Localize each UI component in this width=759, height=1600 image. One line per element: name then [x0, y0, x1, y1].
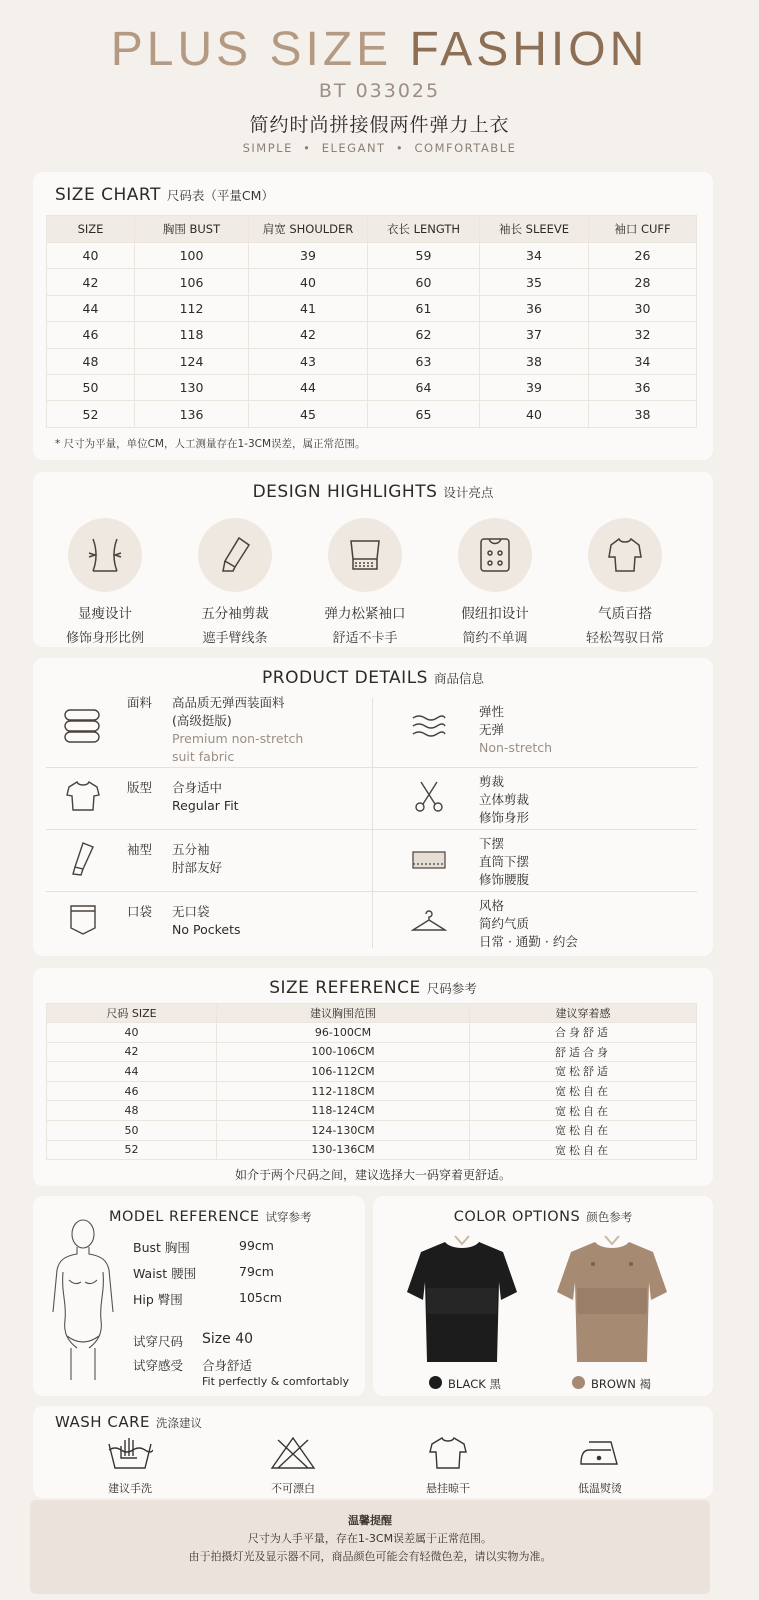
size-ref-cell: 124-130CM [217, 1120, 470, 1140]
hem-value: 下摆 直筒下摆 修饰腰腹 [479, 836, 530, 887]
tshirt-icon [588, 518, 662, 592]
size-chart-cell: 40 [480, 401, 589, 427]
hem-icon [411, 848, 447, 876]
size-chart-cell: 118 [135, 322, 249, 348]
try-size-value: Size 40 [202, 1331, 254, 1347]
size-chart-cell: 43 [249, 348, 368, 374]
hang-dry-icon [428, 1436, 468, 1470]
color-title: COLOR OPTIONS [453, 1209, 581, 1225]
highlight-item: 显瘦设计 修饰身形比例 [40, 518, 170, 646]
size-ref-cell: 100-106CM [217, 1042, 470, 1062]
highlights-subtitle: 设计亮点 [443, 485, 494, 500]
size-chart-cell: 61 [368, 295, 480, 321]
highlight-item: 五分袖剪裁 遮手臂线条 [170, 518, 300, 646]
highlight-item: 弹力松紧袖口 舒适不卡手 [300, 518, 430, 646]
size-ref-cell: 宽松舒适 [470, 1062, 697, 1082]
size-ref-cell: 宽松自在 [470, 1140, 697, 1160]
size-chart-cell: 30 [589, 295, 697, 321]
size-chart-cell: 26 [589, 243, 697, 269]
sleeve-icon [69, 841, 97, 881]
color-card [373, 1196, 713, 1396]
fit-value: 合身适中 Regular Fit [172, 780, 239, 813]
size-ref-cell: 宽松自在 [470, 1120, 697, 1140]
size-ref-cell: 112-118CM [217, 1081, 470, 1101]
reminder-title: 温馨提醒 [348, 1514, 392, 1527]
size-ref-row [47, 1081, 697, 1101]
size-ref-cell: 48 [47, 1101, 217, 1121]
size-chart-cell: 39 [480, 374, 589, 400]
size-chart-cell: 35 [480, 269, 589, 295]
tagline: SIMPLE • ELEGANT • COMFORTABLE [242, 141, 517, 155]
header [0, 0, 759, 172]
size-chart-cell: 41 [249, 295, 368, 321]
size-reference-table [46, 1003, 697, 1160]
black-top-image [403, 1234, 521, 1370]
bust-value: 99cm [239, 1238, 274, 1253]
size-chart-cell: 60 [368, 269, 480, 295]
pocket-label: 口袋 [127, 904, 153, 919]
size-chart-cell: 100 [135, 243, 249, 269]
size-ref-row [47, 1062, 697, 1082]
size-ref-cell: 合身舒适 [470, 1023, 697, 1043]
size-chart-cell: 34 [589, 348, 697, 374]
wash-item: 建议手洗 [70, 1436, 190, 1496]
highlights-title: DESIGN HIGHLIGHTS [252, 482, 438, 502]
reminder-box [30, 1500, 710, 1594]
col-header: 肩宽 SHOULDER [249, 216, 368, 243]
wave-icon [411, 712, 447, 744]
brown-label: BROWN 褐 [591, 1377, 652, 1391]
black-swatch[interactable] [429, 1376, 442, 1389]
size-ref-cell: 42 [47, 1042, 217, 1062]
size-chart-cell: 63 [368, 348, 480, 374]
reminder-line-1: 尺寸为人手平量，存在1-3CM误差属于正常范围。 [247, 1532, 493, 1545]
black-label: BLACK 黑 [448, 1377, 501, 1391]
size-chart-cell: 40 [249, 269, 368, 295]
size-chart-cell: 44 [249, 374, 368, 400]
size-chart-row [47, 322, 697, 348]
size-ref-row [47, 1042, 697, 1062]
details-card [33, 658, 713, 956]
wash-item: 悬挂晾干 [388, 1436, 508, 1496]
size-chart-cell: 32 [589, 322, 697, 348]
iron-low-icon [577, 1436, 623, 1470]
waist-icon [68, 518, 142, 592]
scissors-icon [413, 780, 445, 818]
size-ref-cell: 96-100CM [217, 1023, 470, 1043]
size-ref-cell: 46 [47, 1081, 217, 1101]
size-ref-subtitle: 尺码参考 [426, 981, 477, 996]
col-header: SIZE [47, 216, 135, 243]
size-chart-cell: 48 [47, 348, 135, 374]
model-title: MODEL REFERENCE [109, 1209, 260, 1225]
hip-value: 105cm [239, 1290, 282, 1305]
wash-subtitle: 洗涤建议 [155, 1416, 202, 1430]
try-feel-value: 合身舒适 [202, 1358, 253, 1373]
size-chart-cell: 46 [47, 322, 135, 348]
size-chart-note: * 尺寸为平量，单位CM，人工测量存在1-3CM误差，属正常范围。 [55, 438, 366, 450]
size-chart-row [47, 374, 697, 400]
hip-label: Hip 臀围 [133, 1292, 183, 1307]
size-chart-title: SIZE CHART [55, 185, 161, 205]
size-ref-cell: 106-112CM [217, 1062, 470, 1082]
col-header: 建议胸围范围 [217, 1004, 470, 1023]
size-ref-cell: 118-124CM [217, 1101, 470, 1121]
size-chart-cell: 36 [480, 295, 589, 321]
size-ref-cell: 舒适合身 [470, 1042, 697, 1062]
highlight-item: 气质百搭 轻松驾驭日常 [560, 518, 690, 646]
size-reference-card [33, 968, 713, 1186]
size-chart-cell: 64 [368, 374, 480, 400]
size-chart-table [46, 215, 697, 428]
button-jacket-icon [458, 518, 532, 592]
size-ref-cell: 44 [47, 1062, 217, 1082]
size-chart-cell: 62 [368, 322, 480, 348]
elastic-value: 弹性 无弹 Non-stretch [479, 704, 553, 755]
highlights-card [33, 472, 713, 647]
size-chart-cell: 112 [135, 295, 249, 321]
size-chart-row [47, 243, 697, 269]
size-ref-cell: 宽松自在 [470, 1081, 697, 1101]
size-chart-card [33, 172, 713, 460]
size-chart-cell: 38 [480, 348, 589, 374]
size-chart-cell: 37 [480, 322, 589, 348]
wash-title: WASH CARE [55, 1413, 150, 1431]
size-chart-row [47, 348, 697, 374]
try-size-label: 试穿尺码 [133, 1334, 184, 1349]
cut-value: 剪裁 立体剪裁 修饰身形 [479, 774, 530, 825]
size-ref-row [47, 1120, 697, 1140]
size-ref-cell: 50 [47, 1120, 217, 1140]
details-title: PRODUCT DETAILS [262, 668, 428, 688]
hand-wash-icon [107, 1436, 153, 1470]
size-ref-cell: 40 [47, 1023, 217, 1043]
col-header: 袖长 SLEEVE [480, 216, 589, 243]
color-subtitle: 颜色参考 [586, 1210, 633, 1224]
size-ref-note: 如介于两个尺码之间，建议选择大一码穿着更舒适。 [234, 1168, 511, 1182]
details-subtitle: 商品信息 [433, 671, 484, 686]
fabric-label: 面料 [127, 695, 153, 710]
product-subtitle: 简约时尚拼接假两件弹力上衣 [249, 114, 510, 136]
size-chart-cell: 39 [249, 243, 368, 269]
size-chart-cell: 36 [589, 374, 697, 400]
waist-value: 79cm [239, 1264, 274, 1279]
size-chart-cell: 40 [47, 243, 135, 269]
style-value: 风格 简约气质 日常 · 通勤 · 约会 [479, 898, 578, 949]
size-chart-cell: 38 [589, 401, 697, 427]
size-chart-row [47, 269, 697, 295]
size-chart-cell: 136 [135, 401, 249, 427]
size-chart-cell: 42 [249, 322, 368, 348]
size-chart-cell: 59 [368, 243, 480, 269]
fabric-value: 高品质无弹西装面料 (高级挺版) Premium non-stretch suit fabric [172, 695, 304, 764]
brown-swatch[interactable] [572, 1376, 585, 1389]
size-ref-title: SIZE REFERENCE [269, 978, 421, 998]
size-chart-cell: 44 [47, 295, 135, 321]
no-bleach-icon [270, 1436, 316, 1470]
size-ref-cell: 130-136CM [217, 1140, 470, 1160]
col-header: 建议穿着感 [470, 1004, 697, 1023]
col-header: 袖口 CUFF [589, 216, 697, 243]
size-chart-cell: 45 [249, 401, 368, 427]
sleeve-value: 五分袖 肘部友好 [172, 842, 223, 875]
size-chart-row [47, 295, 697, 321]
size-ref-row [47, 1140, 697, 1160]
waist-label: Waist 腰围 [133, 1266, 197, 1281]
size-chart-cell: 130 [135, 374, 249, 400]
brown-top-image [553, 1234, 671, 1370]
size-chart-subtitle: 尺码表（平量CM） [166, 188, 274, 203]
size-chart-cell: 65 [368, 401, 480, 427]
elastic-cuff-icon [328, 518, 402, 592]
size-chart-cell: 42 [47, 269, 135, 295]
size-chart-row [47, 401, 697, 427]
size-chart-cell: 106 [135, 269, 249, 295]
reminder-line-2: 由于拍摄灯光及显示器不同，商品颜色可能会有轻微色差，请以实物为准。 [188, 1550, 552, 1563]
size-chart-cell: 124 [135, 348, 249, 374]
model-subtitle: 试穿参考 [265, 1210, 312, 1224]
model-card [33, 1196, 365, 1396]
try-feel-label: 试穿感受 [133, 1358, 184, 1373]
size-ref-row [47, 1023, 697, 1043]
fabric-roll-icon [63, 708, 105, 748]
page-title: PLUS SIZE FASHION [110, 23, 649, 76]
sleeve-label: 袖型 [127, 842, 153, 857]
size-ref-cell: 宽松自在 [470, 1101, 697, 1121]
try-feel-en: Fit perfectly & comfortably [202, 1375, 350, 1388]
wash-care-card [33, 1406, 713, 1498]
fit-label: 版型 [127, 780, 153, 795]
size-ref-row [47, 1101, 697, 1121]
size-chart-cell: 28 [589, 269, 697, 295]
pocket-icon [69, 904, 97, 940]
size-ref-cell: 52 [47, 1140, 217, 1160]
size-chart-cell: 34 [480, 243, 589, 269]
hanger-icon [411, 906, 447, 938]
bust-label: Bust 胸围 [133, 1240, 190, 1255]
size-chart-cell: 50 [47, 374, 135, 400]
highlight-item: 假纽扣设计 简约不单调 [430, 518, 560, 646]
tshirt-icon [65, 780, 101, 816]
sleeve-icon [198, 518, 272, 592]
wash-item: 不可漂白 [233, 1436, 353, 1496]
col-header: 胸围 BUST [135, 216, 249, 243]
col-header: 衣长 LENGTH [368, 216, 480, 243]
col-header: 尺码 SIZE [47, 1004, 217, 1023]
model-figure-icon [47, 1216, 119, 1388]
pocket-value: 无口袋 No Pockets [172, 904, 241, 937]
product-code: BT 033025 [318, 80, 441, 102]
size-chart-cell: 52 [47, 401, 135, 427]
wash-item: 低温熨烫 [540, 1436, 660, 1496]
